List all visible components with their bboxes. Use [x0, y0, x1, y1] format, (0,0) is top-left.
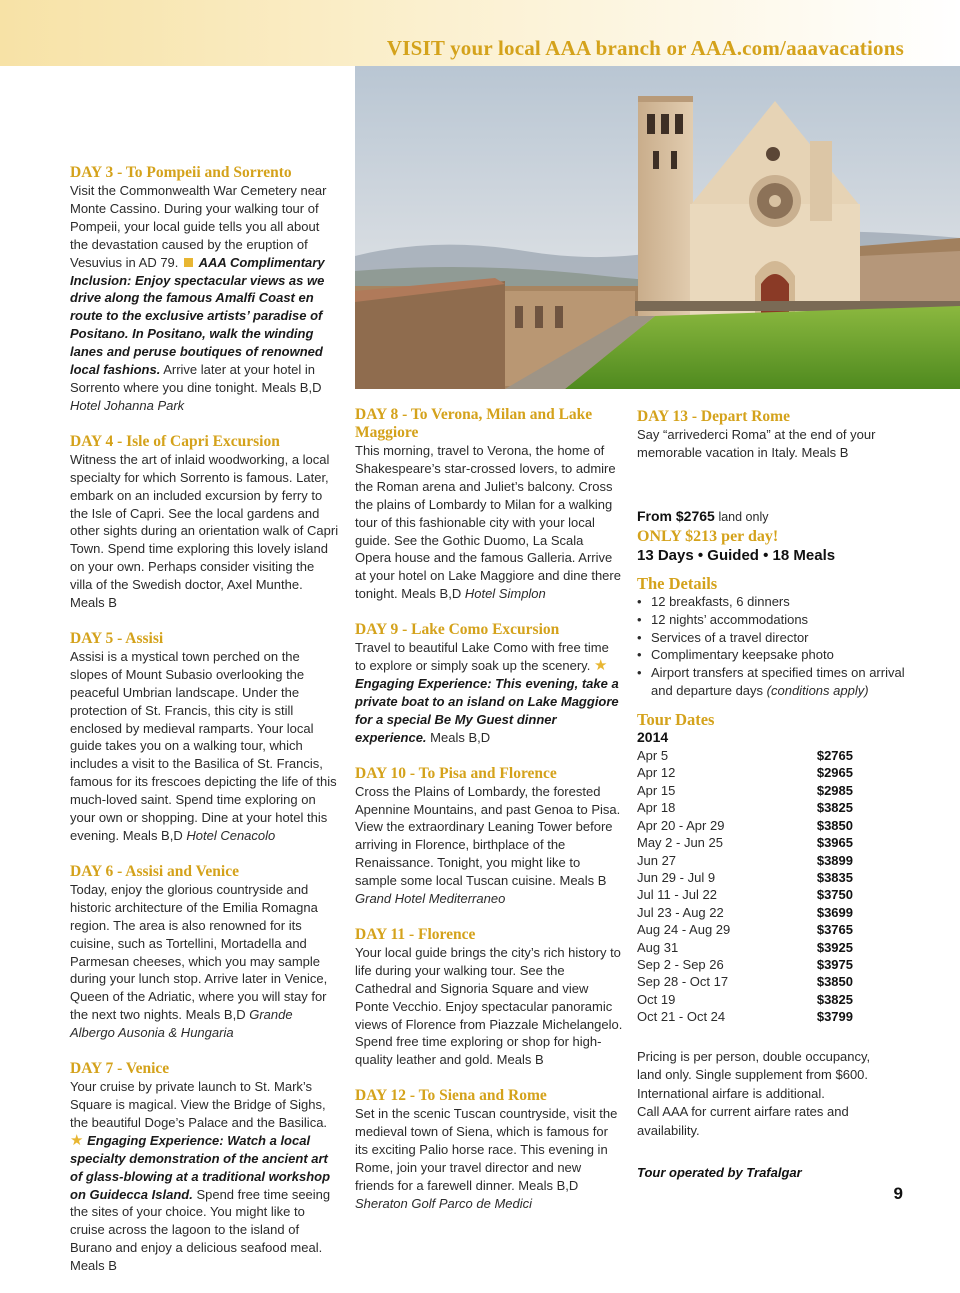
date-cell: Jun 27	[637, 852, 677, 868]
tour-dates-year: 2014	[637, 729, 669, 746]
tour-operator: Tour operated by Trafalgar	[637, 1165, 802, 1181]
day-section	[355, 1087, 623, 1212]
table-row	[637, 921, 853, 938]
complimentary-inclusion-icon	[184, 258, 193, 267]
day-title: DAY 9 - Lake Como Excursion	[355, 621, 560, 639]
date-cell: Apr 20 - Apr 29	[637, 817, 725, 833]
price-cell: $3975	[816, 956, 853, 972]
day-title: DAY 4 - Isle of Capri Excursion	[70, 432, 280, 450]
price-from-note: land only	[718, 509, 769, 524]
table-row	[637, 886, 853, 903]
price-cell: $3799	[816, 1009, 853, 1025]
hotel-name: Sheraton Golf Parco de Medici	[355, 1195, 533, 1211]
table-row	[637, 782, 853, 799]
price-from	[637, 508, 907, 527]
day-section	[70, 164, 340, 415]
day-text: This morning, travel to Verona, the home of Shakespeare’s star-crossed lovers, to admire the Roman arena and Juliet’s balcony. Cross the plains of Lombardy to Milan for a walking tour of this fashionable city with your local guide. See the Gothic Duomo, La Scala Opera house and the famous Galleria. Arrive at your hotel on Lake Maggiore and dine there tonight. Meals B,D	[355, 443, 621, 602]
day-section	[355, 765, 623, 908]
date-cell: Apr 5	[637, 748, 669, 764]
day-text-after: Meals B,D	[430, 729, 491, 745]
day-text: Your local guide brings the city’s rich history to life during your walking tour. See the Cathedral and Signoria Square and view Ponte Vecchio. Enjoy spectacular panoramic views of Florence from Piazzale Michelangelo. Spend free time exploring or shop for high-quality leather and gold. Meals B	[355, 944, 623, 1068]
inclusion-highlight: AAA Complimentary Inclusion: Enjoy spectacular views as we drive along the famous Amalfi Coast en route to the exclusive artists’ paradise of Positano. In Positano, walk the winding lanes and peruse boutiques of renowned local fashions.	[70, 254, 325, 378]
day-section	[355, 926, 623, 1069]
date-cell: Jul 23 - Aug 22	[637, 904, 724, 920]
date-cell: Sep 2 - Sep 26	[637, 956, 724, 972]
price-cell: $3825	[816, 991, 853, 1007]
day-section	[355, 406, 623, 603]
day-text: Witness the art of inlaid woodworking, a local specialty for which Sorrento is famous. Later, embark on an included excursion by ferry to the Isle of Capri. See the local gardens and other sights during an orientation walk of Capri Town. Spend time exploring this lovely island on your own. Perhaps consider visiting the villa of the Swedish doctor, Axel Munthe. Meals B	[70, 451, 339, 611]
price-per-day: ONLY $213 per day!	[637, 527, 779, 545]
day-title: DAY 5 - Assisi	[70, 629, 164, 647]
tour-dates-table	[637, 747, 907, 1026]
day-text: Set in the scenic Tuscan countryside, visit the medieval town of Siena, which is famous for its exciting Palio horse race. This evening in Rome, join your travel director and new friends for a farewell dinner. Meals B,D	[355, 1106, 618, 1193]
price-from-label: From $2765	[637, 507, 715, 524]
price-cell: $3699	[816, 904, 853, 920]
day-text: Travel to beautiful Lake Como with free time to explore or simply soak up the scenery.	[355, 640, 609, 674]
day-text: Assisi is a mystical town perched on the slopes of Mount Subasio overlooking the peaceful Umbrian landscape. Under the protection of St. Francis, this city is still enclosed by medieval ramparts. Your local guide takes you on a walking tour, which includes a visit to the Basilica of St. Francis, famous for its frescoes depicting the life of this much-loved saint. Spend time exploring on your own or shopping. Dine at your hotel this evening. Meals B,D	[70, 648, 337, 843]
list-item-text: Airport transfers at specified times on arrival and departure days	[651, 665, 905, 699]
day-title: DAY 3 - To Pompeii and Sorrento	[70, 164, 292, 181]
details-title: The Details	[637, 573, 718, 593]
date-cell: Apr 12	[637, 765, 676, 781]
date-cell: Jun 29 - Jul 9	[637, 869, 716, 885]
day-text: Today, enjoy the glorious countryside and historic architecture of the Emilia Romagna region. The area is also renowned for its cuisine, such as Tortellini, Mortadella and Parmesan cheeses, which you may sample during your lunch stop. Arrive later in Venice, Queen of the Adriatic, where you will stay for the next two nights. Meals B,D	[70, 881, 328, 1023]
table-row	[637, 991, 853, 1008]
price-cell: $3825	[816, 800, 853, 816]
pricing-notes	[637, 1048, 907, 1141]
price-cell: $2765	[816, 748, 853, 764]
day-title: DAY 10 - To Pisa and Florence	[355, 764, 557, 782]
date-cell: Oct 21 - Oct 24	[637, 1009, 726, 1025]
table-row	[637, 764, 853, 781]
date-cell: Aug 24 - Aug 29	[637, 922, 731, 938]
price-cell: $3835	[816, 869, 853, 885]
date-cell: Sep 28 - Oct 17	[637, 974, 729, 990]
price-cell: $3899	[816, 852, 853, 868]
price-cell: $3750	[816, 887, 853, 903]
banner-text[interactable]: VISIT your local AAA branch or AAA.com/aaavacations	[386, 36, 904, 60]
pricing-line: International airfare is additional.	[637, 1085, 825, 1101]
day-section	[70, 630, 340, 845]
hotel-name: Hotel Johanna Park	[70, 397, 185, 413]
day-title: DAY 6 - Assisi and Venice	[70, 862, 239, 880]
day-text: Cross the Plains of Lombardy, the forested Apennine Mountains, and past Genoa to Pisa. View the extraordinary Leaning Tower before arriving in Florence, birthplace of the Renaissance. Tonight, you might like to sample some local Tuscan cuisine. Meals B	[355, 783, 621, 889]
table-row	[637, 1008, 853, 1025]
star-icon: ★	[593, 657, 608, 675]
date-cell: Apr 18	[637, 800, 676, 816]
price-cell: $3925	[816, 939, 853, 955]
table-row	[637, 939, 853, 956]
pricing-line: land only. Single supplement from $600.	[637, 1067, 869, 1083]
experience-highlight: Engaging Experience: This evening, take a private boat to an island on Lake Maggiore for a special Be My Guest dinner experience.	[355, 675, 619, 745]
price-cell: $3850	[816, 817, 853, 833]
day-title: DAY 11 - Florence	[355, 925, 476, 943]
hotel-name: Grande Albergo Ausonia & Hungaria	[70, 1007, 293, 1041]
day-title: DAY 7 - Venice	[70, 1060, 170, 1078]
table-row	[637, 817, 853, 834]
day-section	[637, 408, 907, 462]
price-cell: $3850	[816, 974, 853, 990]
date-cell: May 2 - Jun 25	[637, 835, 723, 851]
table-row	[637, 869, 853, 886]
date-cell: Aug 31	[637, 939, 679, 955]
price-cell: $2985	[816, 782, 853, 798]
top-banner	[0, 0, 960, 66]
table-row	[637, 956, 853, 973]
tour-summary: 13 Days • Guided • 18 Meals	[637, 546, 836, 564]
pricing-column	[637, 408, 907, 1182]
star-icon: ★	[70, 1131, 84, 1149]
list-item: • Complimentary keepsake photo	[637, 646, 907, 664]
conditions-note: (conditions apply)	[766, 683, 869, 699]
list-item: • 12 nights’ accommodations	[637, 611, 907, 629]
date-cell: Oct 19	[637, 991, 676, 1007]
date-cell: Jul 11 - Jul 22	[637, 887, 717, 903]
details-list	[637, 593, 907, 700]
day-text-after: Arrive later at your hotel in Sorrento where you dine tonight. Meals B,D	[70, 362, 322, 395]
table-row	[637, 799, 853, 816]
pricing-line: Pricing is per person, double occupancy,	[637, 1048, 871, 1064]
table-row	[637, 834, 853, 851]
table-row	[637, 904, 853, 921]
day-title: DAY 12 - To Siena and Rome	[355, 1087, 547, 1105]
tour-dates-title: Tour Dates	[637, 710, 715, 730]
day-title: DAY 13 - Depart Rome	[637, 408, 790, 425]
price-cell: $3965	[816, 835, 853, 851]
itinerary-column-1	[70, 164, 340, 1293]
page-number: 9	[893, 1184, 903, 1203]
day-text-after: Spend free time seeing the sites of your choice. You might like to cruise across the lagoon to the island of Burano and enjoy a delicious seafood meal. Meals B	[70, 1186, 331, 1274]
list-item	[637, 664, 907, 700]
table-row	[637, 747, 853, 764]
day-section	[70, 433, 340, 612]
basilica-illustration	[355, 66, 960, 389]
pricing-line: Call AAA for current airfare rates and availability.	[637, 1104, 849, 1138]
price-cell: $3765	[816, 922, 853, 938]
day-section	[70, 1060, 340, 1275]
photo-caption: Assisi	[866, 426, 900, 441]
table-row	[637, 852, 853, 869]
day-text: Say “arrivederci Roma” at the end of your memorable vacation in Italy. Meals B	[637, 427, 876, 460]
hotel-name: Hotel Cenacolo	[186, 828, 276, 843]
list-item: • 12 breakfasts, 6 dinners	[637, 593, 907, 611]
day-text: Your cruise by private launch to St. Mark’s Square is magical. View the Bridge of Sighs, the beautiful Doge’s Palace and the Basilica.	[70, 1079, 328, 1130]
experience-highlight: Engaging Experience: Watch a local specialty demonstration of the ancient art of glass-blowing at a traditional workshop on Guidecca Island.	[70, 1132, 331, 1202]
table-row	[637, 973, 853, 990]
day-title: DAY 8 - To Verona, Milan and Lake Maggiore	[355, 406, 593, 441]
day-text: Visit the Commonwealth War Cemetery near Monte Cassino. During your walking tour of Pompeii, your local guide tells you all about the devastation caused by the eruption of Vesuvius in AD 79.	[70, 183, 327, 270]
hotel-name: Grand Hotel Mediterraneo	[355, 891, 506, 907]
hotel-name: Hotel Simplon	[464, 586, 546, 602]
price-cell: $2965	[816, 765, 853, 781]
list-item: • Services of a travel director	[637, 629, 907, 647]
itinerary-column-2	[355, 406, 623, 1231]
day-section	[355, 621, 623, 746]
date-cell: Apr 15	[637, 782, 676, 798]
day-section	[70, 863, 340, 1042]
